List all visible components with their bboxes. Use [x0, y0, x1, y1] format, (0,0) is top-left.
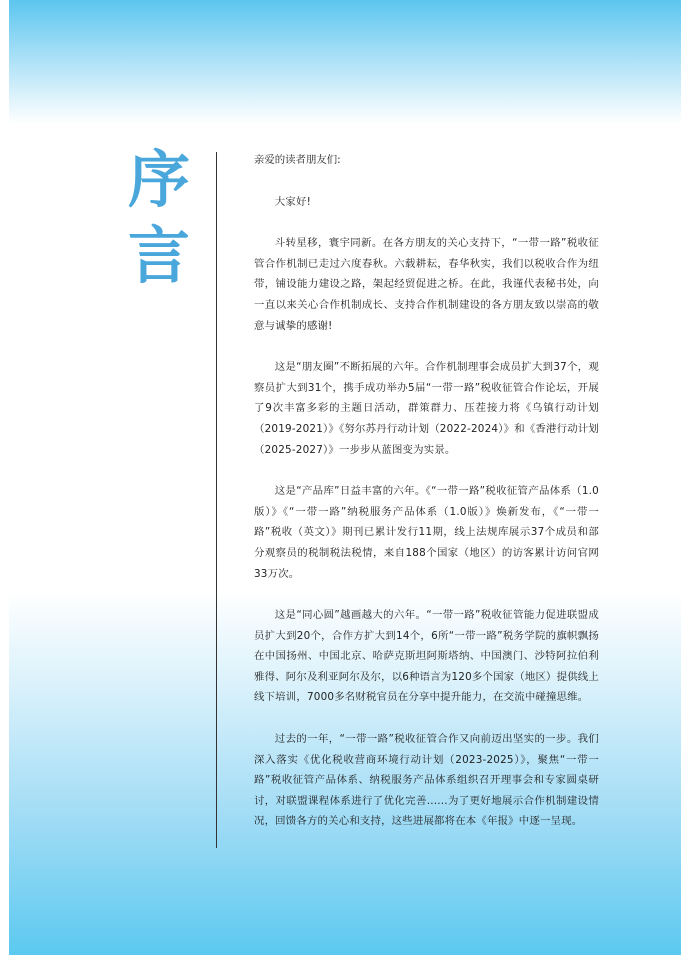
preface-body: [254, 150, 599, 853]
paragraph-product-library: 这是“产品库”日益丰富的六年。《“一带一路”税收征管产品体系（1.0版）》《“一带一路”纳税服务产品体系（1.0版）》焕新发布，《“一带一路”税收（英文）》期刊已累计发行11期，线上法规库展示37个成员和部分观察员的税制税法税情，来自188个国家（地区）的访客累计访问官网33万次。: [254, 485, 599, 580]
preface-page: [9, 0, 681, 955]
preface-title: [116, 142, 202, 294]
title-char-2: 言: [127, 219, 190, 292]
title-char-1: 序: [127, 143, 190, 216]
salutation: 亲爱的读者朋友们:: [254, 154, 341, 166]
vertical-divider: [216, 152, 217, 848]
paragraph-intro: 斗转星移，寰宇同新。在各方朋友的关心支持下，“一带一路”税收征管合作机制已走过六度春秋。六载耕耘，春华秋实，我们以税收合作为纽带，铺设能力建设之路，架起经贸促进之桥。在此，我谨代表秘书处，向一直以来关心合作机制成长、支持合作机制建设的各方朋友致以崇高的敬意与诚挚的感谢!: [254, 237, 599, 332]
paragraph-concentric-circle: 这是“同心圆”越画越大的六年。“一带一路”税收征管能力促进联盟成员扩大到20个，合作方扩大到14个，6所“一带一路”税务学院的旗帜飘扬在中国扬州、中国北京、哈萨克斯坦阿斯塔纳、中国澳门、沙特阿拉伯利雅得、阿尔及利亚阿尔及尔，以6种语言为120多个国家（地区）提供线上线下培训，7000多名财税官员在分享中提升能力，在交流中碰撞思维。: [254, 609, 599, 704]
paragraph-greeting: 大家好!: [274, 195, 311, 208]
paragraph-past-year: 过去的一年，“一带一路”税收征管合作又向前迈出坚实的一步。我们深入落实《优化税收营商环境行动计划（2023-2025）》，聚焦“一带一路”税收征管产品体系、纳税服务产品体系组织召开理事会和专家圆桌研讨，对联盟课程体系进行了优化完善......为了更好地展示合作机制建设情况，回馈各方的关心和支持，这些进展都将在本《年报》中逐一呈现。: [254, 733, 599, 828]
paragraph-friends-circle: 这是“朋友圈”不断拓展的六年。合作机制理事会成员扩大到37个，观察员扩大到31个，携手成功举办5届“一带一路”税收征管合作论坛，开展了9次丰富多彩的主题日活动，群策群力、压茬接力将《乌镇行动计划（2019-2021）》《努尔苏丹行动计划（2022-2024）》和《香港行动计划（2025-2027）》一步步从蓝图变为实景。: [254, 361, 599, 456]
